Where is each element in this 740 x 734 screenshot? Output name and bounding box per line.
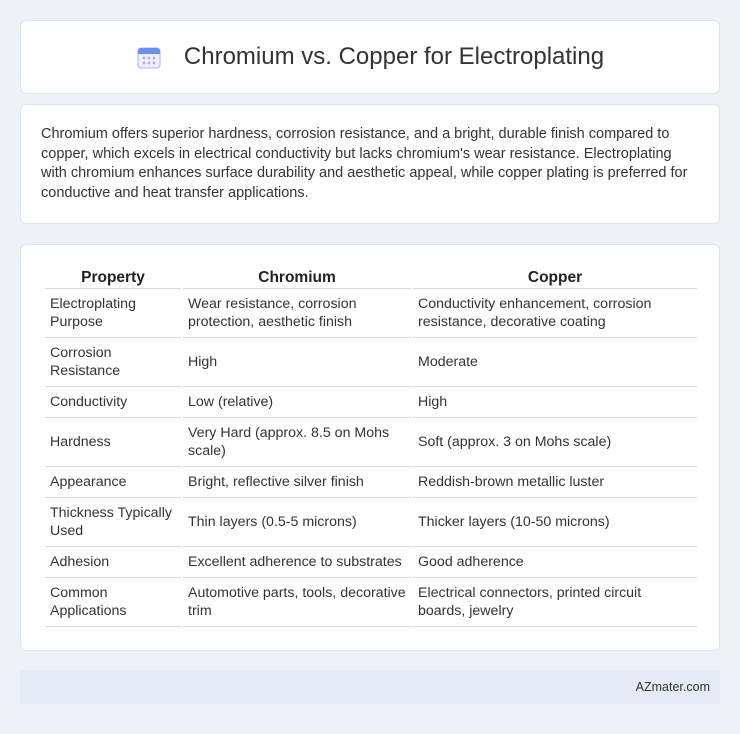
header-property: Property [45,265,181,289]
summary-text: Chromium offers superior hardness, corrosion resistance, and a bright, durable finish compared to copper, which excels in electrical conductivity but lacks chromium's wear resistance. Electroplating with chromium enhances surface durability and aesthetic appeal, while copper plating is preferred for conductive and heat transfer applications. [41,126,688,201]
copper-cell: Good adherence [413,547,697,578]
table-row [45,578,697,627]
page-title: Chromium vs. Copper for Electroplating [183,43,605,70]
copper-cell: Soft (approx. 3 on Mohs scale) [413,418,697,467]
copper-cell: Thicker layers (10-50 microns) [413,498,697,547]
comparison-table [43,265,699,627]
copper-cell: Conductivity enhancement, corrosion resistance, decorative coating [413,289,697,338]
table-row [45,338,697,387]
footer-bar [20,670,720,704]
property-cell: Hardness [45,418,181,467]
property-cell: Common Applications [45,578,181,627]
chromium-cell: High [183,338,411,387]
header-copper: Copper [413,265,697,289]
property-cell: Corrosion Resistance [45,338,181,387]
table-row [45,387,697,418]
title-card [20,20,720,94]
footer-brand[interactable]: AZmater.com [635,680,710,694]
copper-cell: Electrical connectors, printed circuit boards, jewelry [413,578,697,627]
chromium-cell: Low (relative) [183,387,411,418]
summary-card [20,104,720,224]
table-row [45,418,697,467]
property-cell: Adhesion [45,547,181,578]
table-row [45,289,697,338]
chromium-cell: Excellent adherence to substrates [183,547,411,578]
chromium-cell: Wear resistance, corrosion protection, aesthetic finish [183,289,411,338]
property-cell: Appearance [45,467,181,498]
chromium-cell: Bright, reflective silver finish [183,467,411,498]
chromium-cell: Automotive parts, tools, decorative trim [183,578,411,627]
property-cell: Thickness Typically Used [45,498,181,547]
chromium-cell: Very Hard (approx. 8.5 on Mohs scale) [183,418,411,467]
comparison-card [20,244,720,651]
table-row [45,498,697,547]
property-cell: Conductivity [45,387,181,418]
table-row [45,467,697,498]
header-chromium: Chromium [183,265,411,289]
table-header-row [45,265,697,289]
property-cell: Electroplating Purpose [45,289,181,338]
chromium-cell: Thin layers (0.5-5 microns) [183,498,411,547]
copper-cell: Reddish-brown metallic luster [413,467,697,498]
copper-cell: High [413,387,697,418]
copper-cell: Moderate [413,338,697,387]
calendar-icon [136,44,162,70]
table-row [45,547,697,578]
